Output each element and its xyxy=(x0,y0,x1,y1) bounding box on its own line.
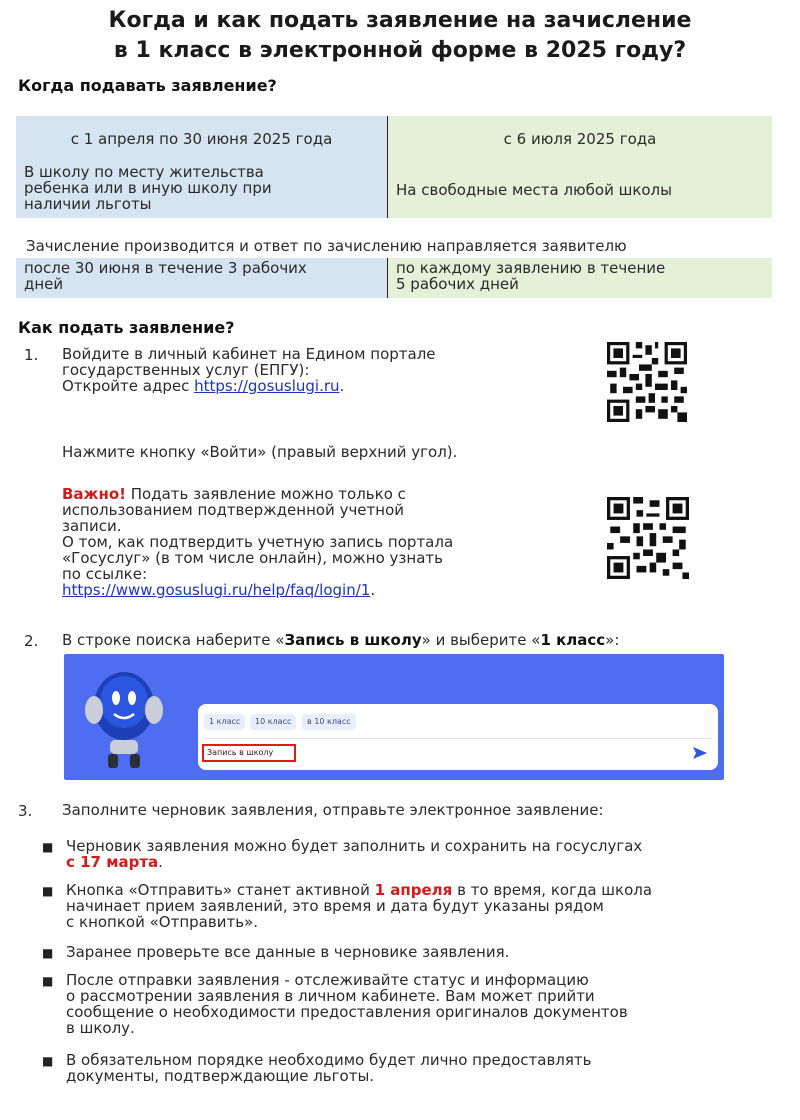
step2-suffix: »: xyxy=(605,631,620,649)
col2-row1 xyxy=(388,162,772,218)
step2-bold2: 1 класс xyxy=(540,631,606,649)
col2-header: с 6 июля 2025 года xyxy=(388,116,772,162)
chip-10-class[interactable]: 10 класс xyxy=(250,714,296,730)
bullet-2-suffix: в то время, когда школа xyxy=(452,881,653,899)
faq-suffix: . xyxy=(370,581,376,599)
important-line2: использованием подтвержденной учетной xyxy=(62,501,405,519)
col2-row2 xyxy=(388,258,772,298)
bullet-5-line2: документы, подтверждающие льготы. xyxy=(66,1067,375,1085)
faq-link[interactable]: https://www.gosuslugi.ru/help/faq/login/1 xyxy=(62,581,371,599)
page-title xyxy=(0,6,800,66)
bullet-4-line4: в школу. xyxy=(66,1019,135,1037)
search-box xyxy=(198,704,718,770)
bullet-3: Заранее проверьте все данные в черновике заявления. xyxy=(66,943,510,961)
col1-header: с 1 апреля по 30 июня 2025 года xyxy=(16,116,387,162)
col2-row2-line2: 5 рабочих дней xyxy=(396,275,519,293)
table-divider-top xyxy=(387,116,388,218)
col1-row2 xyxy=(16,258,387,298)
important-label: Важно! xyxy=(62,485,126,503)
bullet-5 xyxy=(66,1052,592,1084)
send-arrow-icon[interactable] xyxy=(692,746,708,760)
step1-line3-prefix: Откройте адрес xyxy=(62,377,195,395)
when-heading: Когда подавать заявление? xyxy=(18,76,277,95)
step1-line1: Войдите в личный кабинет на Едином портале xyxy=(62,345,436,363)
title-line-1: Когда и как подать заявление на зачисление xyxy=(108,8,692,33)
step1-text xyxy=(62,346,436,394)
bullet-4 xyxy=(66,972,628,1036)
bullet-marker-5: ■ xyxy=(42,1054,54,1068)
important-block xyxy=(62,486,453,598)
bullet-1-line2 xyxy=(66,854,642,870)
bullet-4-line2: о рассмотрении заявления в личном кабинете. Вам может прийти xyxy=(66,987,595,1005)
confirm-line3: по ссылке: xyxy=(62,565,148,583)
gosuslugi-search-banner xyxy=(64,654,724,780)
step3-text: Заполните черновик заявления, отправьте электронное заявление: xyxy=(62,801,604,819)
bullet-2-line2: начинает прием заявлений, это время и дата будут указаны рядом xyxy=(66,897,604,915)
bullet-2-date: 1 апреля xyxy=(374,881,453,899)
step2-bold1: Запись в школу xyxy=(284,631,422,649)
col1-row1-line3: наличии льготы xyxy=(24,195,152,213)
important-line1 xyxy=(62,486,453,502)
title-line-2: в 1 класс в электронной форме в 2025 году? xyxy=(113,38,687,63)
how-heading: Как подать заявление? xyxy=(18,318,235,337)
qr-code-icon[interactable] xyxy=(607,342,687,422)
step2-prefix: В строке поиска наберите « xyxy=(62,631,285,649)
bullet-marker-4: ■ xyxy=(42,974,54,988)
bullet-marker-2: ■ xyxy=(42,884,54,898)
chip-in-10-class[interactable]: в 10 класс xyxy=(302,714,356,730)
bullet-1-date: с 17 марта xyxy=(66,853,159,871)
col2-row1-text: На свободные места любой школы xyxy=(396,181,672,199)
bullet-marker-1: ■ xyxy=(42,840,54,854)
faq-line xyxy=(62,582,453,598)
bullet-5-line1: В обязательном порядке необходимо будет лично предоставлять xyxy=(66,1051,592,1069)
step1-number: 1. xyxy=(24,346,39,364)
search-divider xyxy=(204,738,712,739)
step2-number: 2. xyxy=(24,632,39,650)
step1-line3-suffix: . xyxy=(339,377,345,395)
step2-text xyxy=(62,632,619,648)
step1-line2: государственных услуг (ЕПГУ): xyxy=(62,361,310,379)
col1-row2-line1: после 30 июня в течение 3 рабочих xyxy=(24,259,307,277)
confirm-line1: О том, как подтвердить учетную запись портала xyxy=(62,533,454,551)
bullet-2-line3: с кнопкой «Отправить». xyxy=(66,913,258,931)
qr-code-icon[interactable] xyxy=(607,497,689,579)
login-instruction: Нажмите кнопку «Войти» (правый верхний угол). xyxy=(62,443,458,461)
col1-row2-line2: дней xyxy=(24,275,64,293)
col2-row2-line1: по каждому заявлению в течение xyxy=(396,259,666,277)
bullet-2-line1 xyxy=(66,882,652,898)
bullet-4-line1: После отправки заявления - отслеживайте статус и информацию xyxy=(66,971,589,989)
important-line1-text: Подать заявление можно только с xyxy=(126,485,406,503)
bullet-marker-3: ■ xyxy=(42,946,54,960)
important-line3: записи. xyxy=(62,517,122,535)
enrollment-note: Зачисление производится и ответ по зачислению направляется заявителю xyxy=(26,237,627,255)
step1-line3 xyxy=(62,378,436,394)
confirm-line2: «Госуслуг» (в том числе онлайн), можно узнать xyxy=(62,549,443,567)
col1-row1-line1: В школу по месту жительства xyxy=(24,163,264,181)
bullet-1-tail: . xyxy=(158,853,163,871)
bullet-2-prefix: Кнопка «Отправить» станет активной xyxy=(66,881,375,899)
table-divider-bottom xyxy=(387,258,388,298)
gosuslugi-link[interactable]: https://gosuslugi.ru xyxy=(194,377,340,395)
col1-row1-line2: ребенка или в иную школу при xyxy=(24,179,272,197)
chip-1-class[interactable]: 1 класс xyxy=(204,714,245,730)
search-input[interactable]: Запись в школу xyxy=(202,744,296,762)
bullet-4-line3: сообщение о необходимости предоставления оригиналов документов xyxy=(66,1003,628,1021)
step3-number: 3. xyxy=(18,802,33,820)
bullet-2 xyxy=(66,882,652,930)
bullet-1-line1: Черновик заявления можно будет заполнить и сохранить на госуслугах xyxy=(66,837,643,855)
bullet-1 xyxy=(66,838,642,870)
robot-mascot-icon xyxy=(76,662,172,774)
step2-middle: » и выберите « xyxy=(421,631,541,649)
col1-row1 xyxy=(16,162,387,218)
